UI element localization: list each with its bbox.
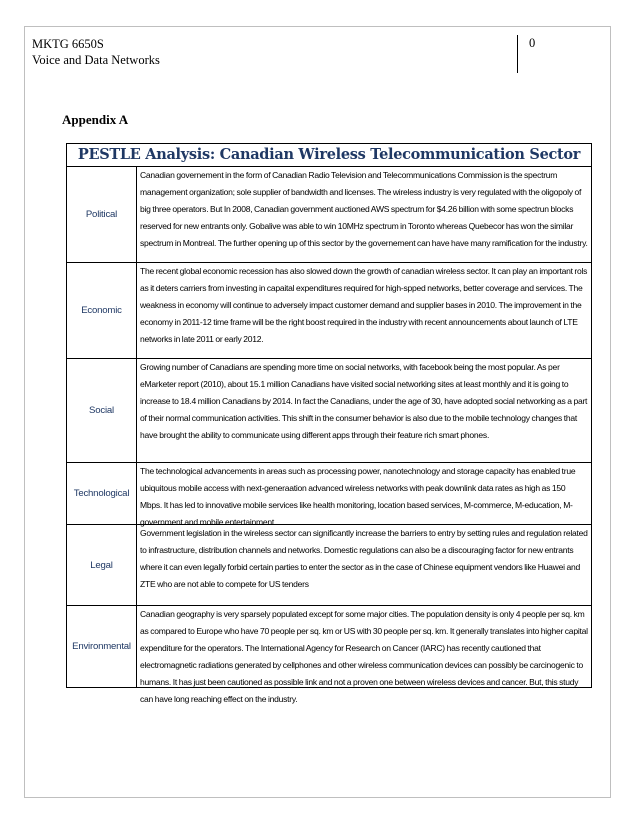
course-code: MKTG 6650S: [32, 37, 104, 51]
row-text: The technological advancements in areas such as processing power, nanotechnology and storage capacity has enabled true ubiquitous mobile access with next-generaation advanced wireless networks with peak downlink data rates as high as 150 Mbps. It has led to innovative mobile services like health monitoring, location based services, M-commerce, M-education, M-government and mobile entertainment.: [136, 463, 591, 524]
row-label: Legal: [90, 559, 113, 571]
row-economic: [67, 262, 591, 358]
header-divider: [517, 35, 518, 73]
page-header: [32, 36, 160, 68]
row-text: Canadian governement in the form of Canadian Radio Television and Telecommunications Commission is the spectrum management organization; sole supplier of bandwidth and licenses. The wireless industry is very regulated with the oligopoly of big three operators. But In 2008, Canadian government auctioned AWS spectrum for $4.26 billion with some spectrun blocks reserved for new entrants only. Gobalive was able to win 10MHz spectrum in Toronto whereas Quebecor has won the similar spectrum in Montreal. The further opening up of this sector by the governement can have have many ramification for the industry.: [136, 167, 591, 262]
row-label: Environmental: [72, 641, 131, 652]
row-technological: [67, 462, 591, 528]
row-political: [67, 166, 591, 262]
row-text: Growing number of Canadians are spending more time on social networks, with facebook being the most popular. As per eMarketer report (2010), about 15.1 million Canadians have visited social networking sites at least monthly and it is going to increase to 18.4 million Canadians by 2014. In fact the Canadians, under the age of 30, have adopted social networking as a part of their normal communication activities. This shift in the consumer behavior is also due to the mobile technology changes that have brought the ability to communicate using different apps through their feature rich smart phones.: [136, 359, 591, 462]
row-text: Government legislation in the wireless sector can significantly increase the barriers to entry by setting rules and regulation related to infrastructure, distribution channels and networks. Domestic regulations can also be a discouraging factor for new entrants where it can even legally forbid certain parties to enter the sector as in the case of Chinese equipment vendors like Huawei and ZTE who are not able to compete for US tenders: [136, 525, 591, 605]
row-label: Technological: [73, 488, 130, 499]
pestle-table: [66, 143, 592, 705]
appendix-heading: Appendix A: [62, 112, 129, 127]
row-social: [67, 358, 591, 462]
row-legal: [67, 524, 591, 605]
row-environmental: [67, 605, 591, 705]
page-number: 0: [529, 36, 536, 50]
row-label: Social: [89, 405, 114, 416]
row-label: Economic: [81, 305, 122, 316]
pestle-title: PESTLE Analysis: Canadian Wireless Telecommunication Sector: [77, 146, 581, 163]
row-text: Canadian geography is very sparsely populated except for some major cities. The population density is only 4 people per sq. km as compared to Europe who have 70 people per sq. km or US with 30 people per sq. km. It generally translates into higher capital expenditure for the operators. The International Agency for Research on Cancer (IARC) has recently cautioned that electromagnetic radiations generated by cellphones and other wireless communication devices can possibly be carcinogenic to humans. It has just been cautioned as possible link and not a proven one between wireless devices and cancer. But, this study can have long reaching effect on the industry.: [136, 606, 591, 687]
row-label: Political: [85, 209, 118, 220]
course-title: Voice and Data Networks: [32, 53, 160, 67]
row-text: The recent global economic recession has also slowed down the growth of canadian wireless sector. It can play an important rols as it deters carriers from investing in capaital expenditures required for high-spped networks, better coverage and services. The weakness in economy will continue to adversely impact customer demand and supplier bases in 2010. The improvement in the economy in 2011-12 time frame will be the right boost required in the industry with recent announcements about launch of LTE networks in late 2011 or early 2012.: [136, 263, 591, 358]
